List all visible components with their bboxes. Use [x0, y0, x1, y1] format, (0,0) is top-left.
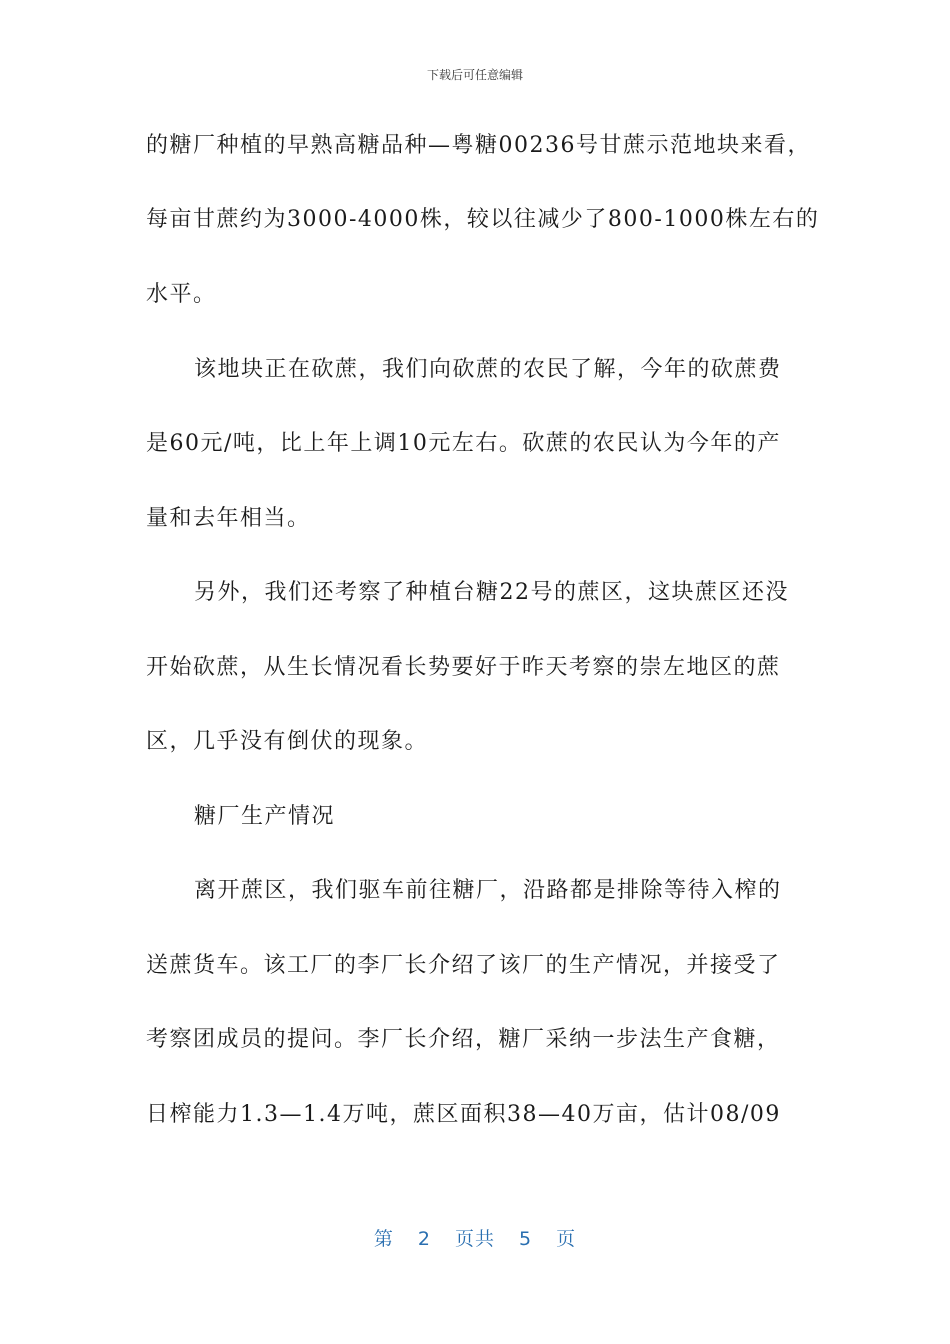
body-line: 区，几乎没有倒伏的现象。 [146, 729, 429, 754]
body-line: 水平。 [146, 282, 217, 307]
paragraph-start-line: 离开蔗区，我们驱车前往糖厂，沿路都是排除等待入榨的 [194, 878, 782, 903]
body-line: 日榨能力1.3—1.4万吨，蔗区面积38—40万亩，估计08/09 [146, 1102, 781, 1127]
body-line: 量和去年相当。 [146, 506, 311, 531]
body-line: 每亩甘蔗约为3000-4000株，较以往减少了800-1000株左右的 [146, 207, 820, 232]
body-line: 送蔗货车。该工厂的李厂长介绍了该厂的生产情况，并接受了 [146, 953, 781, 978]
current-page-number: 2 [417, 1228, 431, 1250]
footer-suffix: 页 [556, 1228, 577, 1250]
footer-prefix: 第 [373, 1228, 394, 1250]
body-line: 的糖厂种植的早熟高糖品种—粤糖00236号甘蔗示范地块来看， [146, 133, 811, 158]
total-pages-number: 5 [519, 1228, 533, 1250]
paragraph-start-line: 该地块正在砍蔗，我们向砍蔗的农民了解，今年的砍蔗费 [194, 357, 782, 382]
footer-middle: 页共 [454, 1228, 495, 1250]
body-line: 考察团成员的提问。李厂长介绍，糖厂采纳一步法生产食糖， [146, 1027, 781, 1052]
body-line: 开始砍蔗，从生长情况看长势要好于昨天考察的崇左地区的蔗 [146, 655, 781, 680]
paragraph-start-line: 另外，我们还考察了种植台糖22号的蔗区，这块蔗区还没 [194, 580, 789, 605]
section-heading: 糖厂生产情况 [194, 804, 336, 829]
page-footer [0, 1224, 950, 1251]
page-header: 下载后可任意编辑 [426, 68, 523, 82]
body-line: 是60元/吨，比上年上调10元左右。砍蔗的农民认为今年的产 [146, 431, 781, 456]
